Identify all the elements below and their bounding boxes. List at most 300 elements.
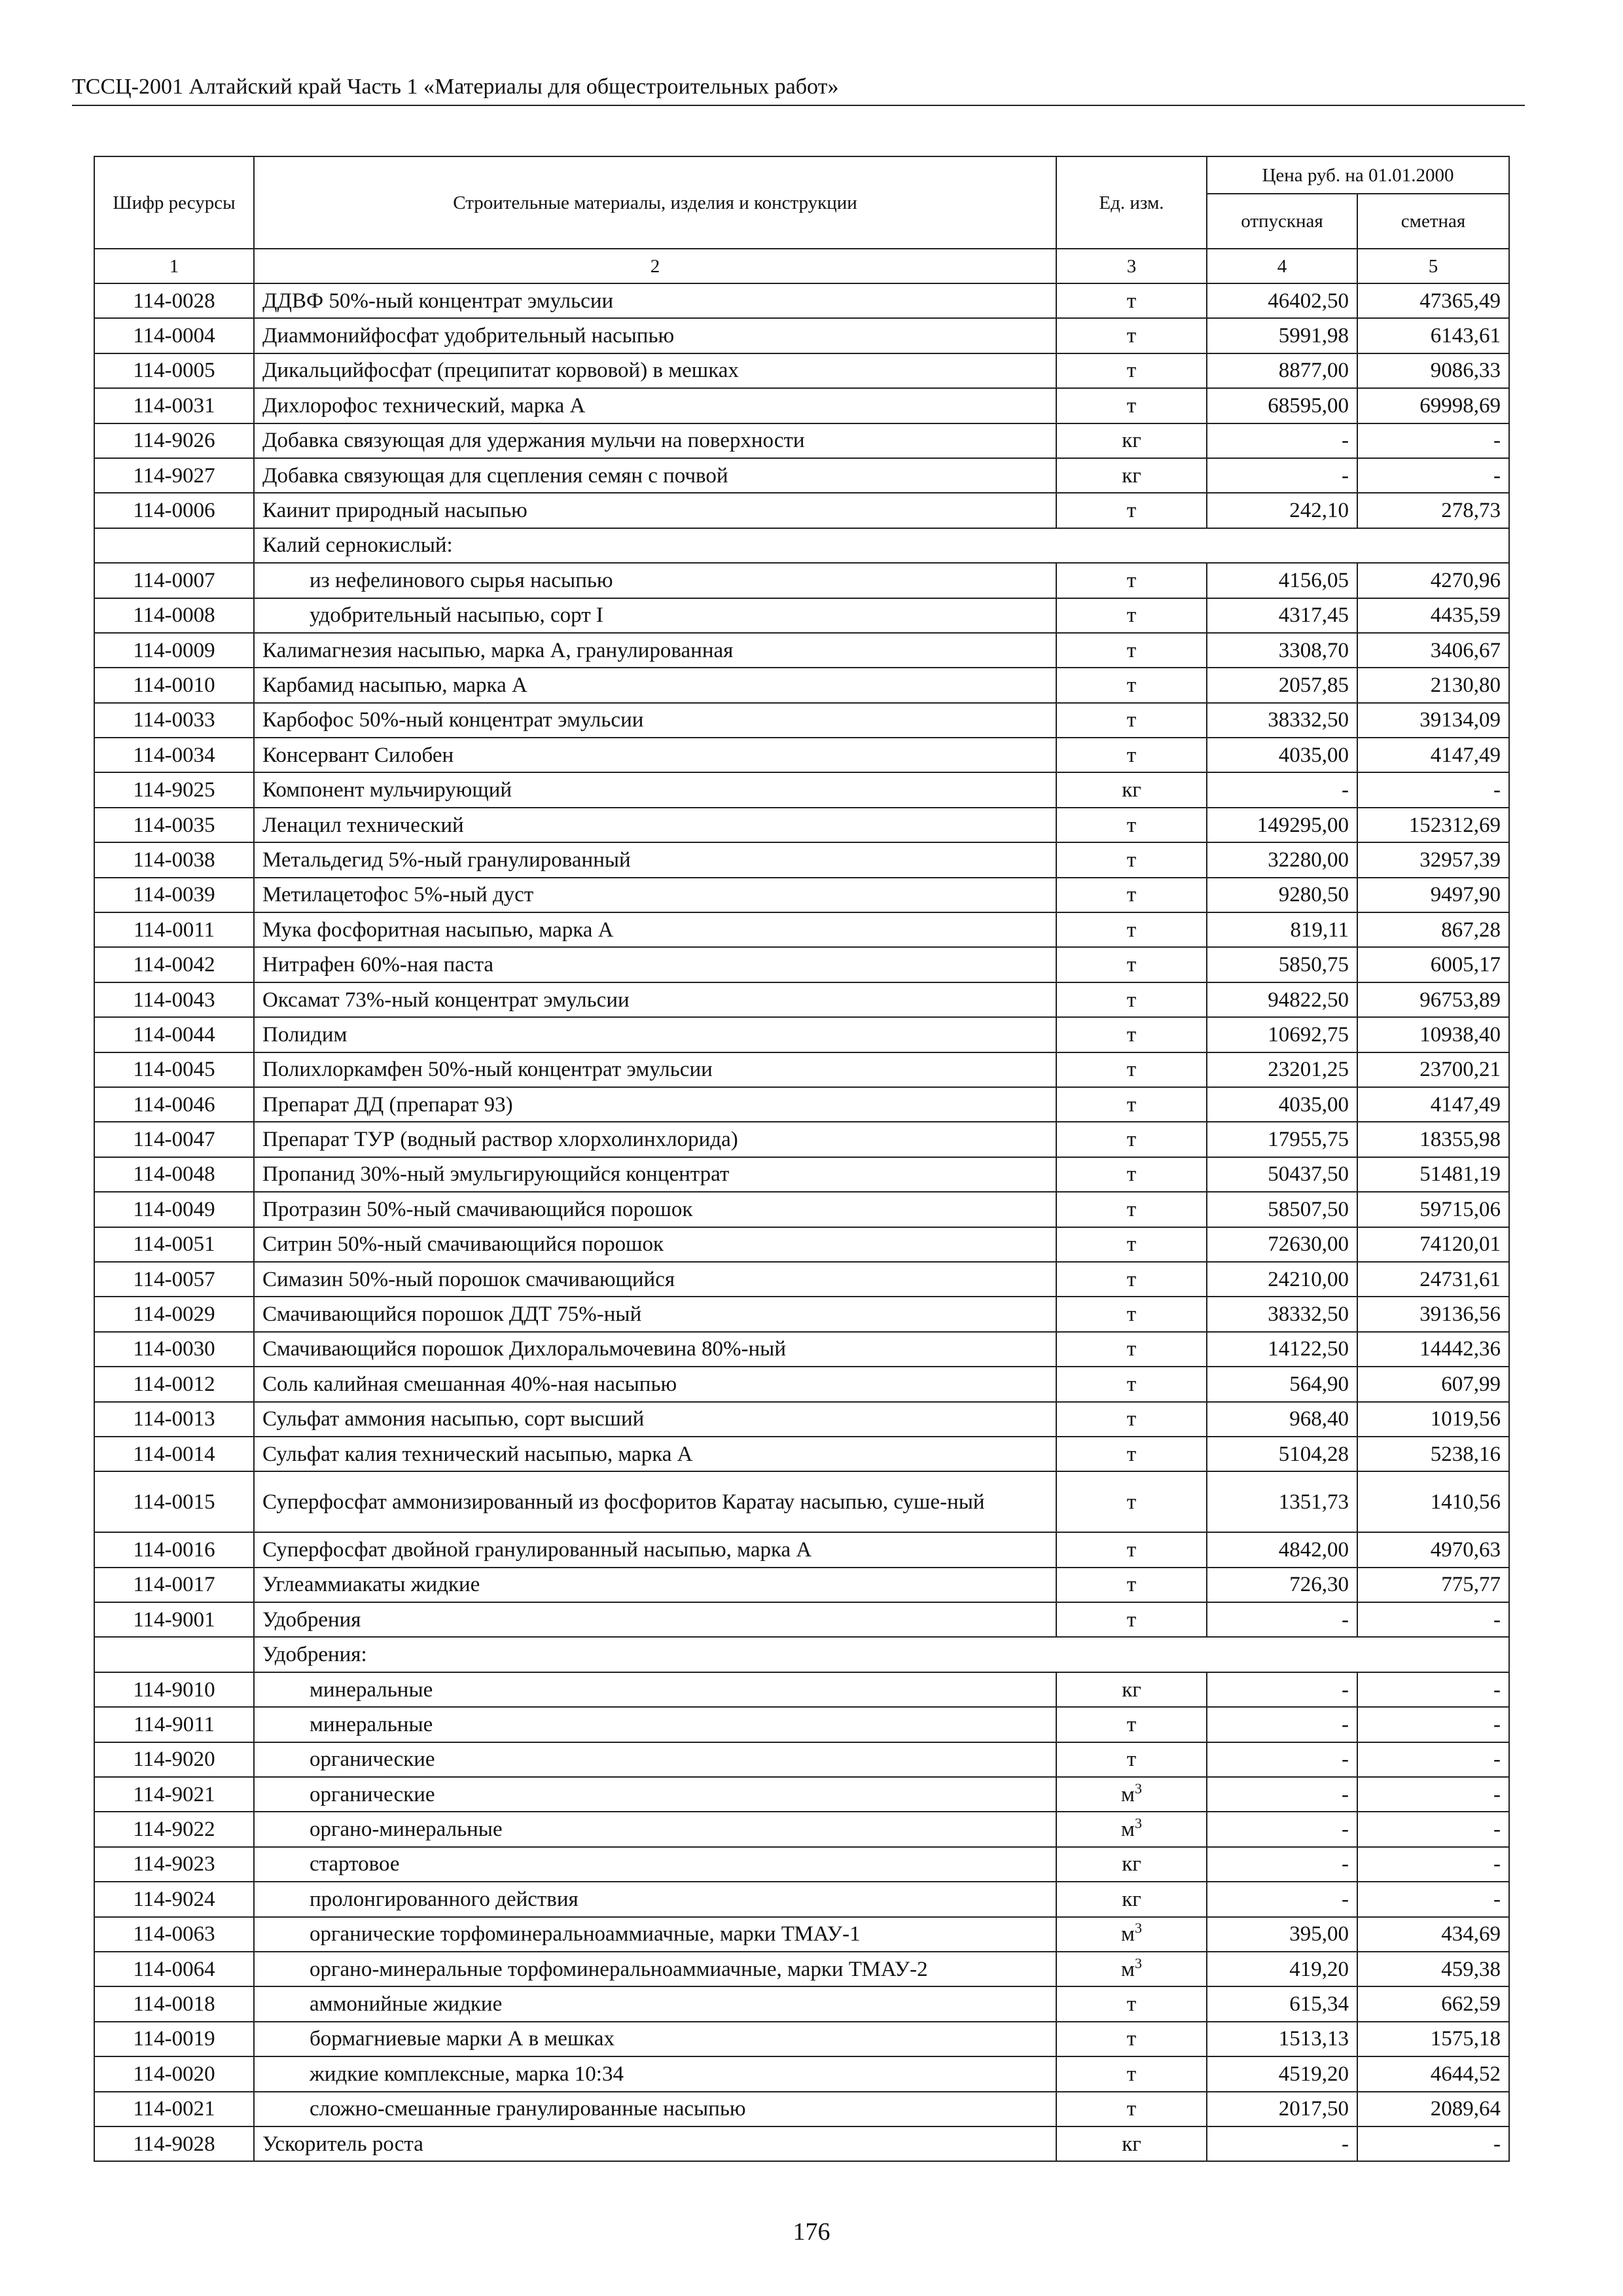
table-row <box>94 1602 1509 1637</box>
release-price-cell: 58507,50 <box>1207 1192 1357 1227</box>
unit-cell: т <box>1056 1052 1207 1087</box>
release-price-cell: 24210,00 <box>1207 1262 1357 1297</box>
code-cell: 114-0035 <box>94 808 254 842</box>
unit-cell: $м^3$ <box>1056 1812 1207 1846</box>
release-price-cell: 615,34 <box>1207 1986 1357 2021</box>
table-row <box>94 2022 1509 2056</box>
unit-cell: т <box>1056 1227 1207 1262</box>
estimate-price-cell: - <box>1357 772 1509 807</box>
code-cell: 114-0018 <box>94 1986 254 2021</box>
unit-cell: т <box>1056 668 1207 702</box>
release-price-cell: 23201,25 <box>1207 1052 1357 1087</box>
unit-cell: $м^3$ <box>1056 1777 1207 1812</box>
release-price-cell: 1513,13 <box>1207 2022 1357 2056</box>
table-row <box>94 1367 1509 1401</box>
table-row <box>94 1532 1509 1567</box>
price-table <box>94 156 1510 2162</box>
header-code: Шифр ресурсы <box>94 156 254 249</box>
unit-cell: $м^3$ <box>1056 1917 1207 1952</box>
release-price-cell: - <box>1207 2126 1357 2161</box>
code-cell: 114-0028 <box>94 283 254 318</box>
table-row <box>94 353 1509 388</box>
release-price-cell: - <box>1207 1847 1357 1882</box>
unit-cell: т <box>1056 1707 1207 1742</box>
name-cell: Дикальцийфосфат (преципитат корвовой) в мешках <box>254 353 1056 388</box>
release-price-cell: 2017,50 <box>1207 2092 1357 2126</box>
name-cell: Протразин 50%-ный смачивающийся порошок <box>254 1192 1056 1227</box>
table-row <box>94 703 1509 738</box>
name-cell: Карбамид насыпью, марка А <box>254 668 1056 702</box>
section-row <box>94 528 1509 563</box>
estimate-price-cell: - <box>1357 423 1509 458</box>
code-cell: 114-0046 <box>94 1087 254 1122</box>
code-cell: 114-0045 <box>94 1052 254 1087</box>
code-cell: 114-0015 <box>94 1471 254 1532</box>
col-number-4: 4 <box>1207 249 1357 283</box>
table-row <box>94 1952 1509 1986</box>
release-price-cell: 8877,00 <box>1207 353 1357 388</box>
release-price-cell: 4842,00 <box>1207 1532 1357 1567</box>
release-price-cell: - <box>1207 1742 1357 1777</box>
code-cell: 114-0014 <box>94 1437 254 1471</box>
table-row <box>94 2056 1509 2091</box>
code-cell: 114-0057 <box>94 1262 254 1297</box>
name-cell: Смачивающийся порошок ДДТ 75%-ный <box>254 1297 1056 1331</box>
name-cell: жидкие комплексные, марка 10:34 <box>254 2056 1056 2091</box>
table-row <box>94 1707 1509 1742</box>
estimate-price-cell: 1019,56 <box>1357 1402 1509 1437</box>
estimate-price-cell: 1575,18 <box>1357 2022 1509 2056</box>
unit-cell: т <box>1056 493 1207 528</box>
table-row <box>94 2126 1509 2161</box>
unit-cell: т <box>1056 1262 1207 1297</box>
code-cell: 114-0016 <box>94 1532 254 1567</box>
release-price-cell: - <box>1207 1777 1357 1812</box>
code-cell: 114-0011 <box>94 912 254 947</box>
table-row <box>94 1882 1509 1916</box>
page-number: 176 <box>793 2218 830 2246</box>
release-price-cell: 564,90 <box>1207 1367 1357 1401</box>
table-row <box>94 1017 1509 1052</box>
unit-cell: т <box>1056 912 1207 947</box>
code-cell: 114-0042 <box>94 947 254 982</box>
table-row <box>94 1986 1509 2021</box>
code-cell: 114-9027 <box>94 458 254 493</box>
unit-cell: т <box>1056 947 1207 982</box>
release-price-cell: - <box>1207 1602 1357 1637</box>
code-cell: 114-0038 <box>94 842 254 877</box>
name-cell: Удобрения <box>254 1602 1056 1637</box>
unit-cell: т <box>1056 738 1207 772</box>
unit-cell: т <box>1056 598 1207 633</box>
release-price-cell: 5991,98 <box>1207 318 1357 353</box>
table-row <box>94 1087 1509 1122</box>
unit-cell: т <box>1056 1297 1207 1331</box>
unit-cell: т <box>1056 808 1207 842</box>
release-price-cell: 4035,00 <box>1207 1087 1357 1122</box>
estimate-price-cell: 607,99 <box>1357 1367 1509 1401</box>
unit-cell: т <box>1056 1402 1207 1437</box>
estimate-price-cell: 152312,69 <box>1357 808 1509 842</box>
code-cell <box>94 528 254 563</box>
table-row <box>94 1437 1509 1471</box>
table-row <box>94 668 1509 702</box>
table-row <box>94 563 1509 598</box>
estimate-price-cell: - <box>1357 1777 1509 1812</box>
release-price-cell: 4317,45 <box>1207 598 1357 633</box>
code-cell: 114-0049 <box>94 1192 254 1227</box>
release-price-cell: 38332,50 <box>1207 1297 1357 1331</box>
table-body <box>94 283 1509 2161</box>
name-cell: Препарат ДД (препарат 93) <box>254 1087 1056 1122</box>
code-cell: 114-0043 <box>94 982 254 1017</box>
release-price-cell: 68595,00 <box>1207 388 1357 423</box>
release-price-cell: - <box>1207 1672 1357 1707</box>
release-price-cell: - <box>1207 458 1357 493</box>
code-cell: 114-9024 <box>94 1882 254 1916</box>
table-row <box>94 493 1509 528</box>
name-cell: Компонент мульчирующий <box>254 772 1056 807</box>
table-row <box>94 1847 1509 1882</box>
estimate-price-cell: 4147,49 <box>1357 738 1509 772</box>
estimate-price-cell: 32957,39 <box>1357 842 1509 877</box>
document-title: ТССЦ-2001 Алтайский край Часть 1 «Материалы для общестроительных работ» <box>72 75 839 99</box>
table-row <box>94 1917 1509 1952</box>
unit-cell: т <box>1056 283 1207 318</box>
name-cell: Суперфосфат двойной гранулированный насыпью, марка А <box>254 1532 1056 1567</box>
unit-cell: т <box>1056 703 1207 738</box>
release-price-cell: 2057,85 <box>1207 668 1357 702</box>
release-price-cell: - <box>1207 423 1357 458</box>
estimate-price-cell: - <box>1357 1812 1509 1846</box>
unit-cell: т <box>1056 1742 1207 1777</box>
release-price-cell: 149295,00 <box>1207 808 1357 842</box>
estimate-price-cell: 3406,67 <box>1357 633 1509 668</box>
name-cell: Суперфосфат аммонизированный из фосфоритов Каратау насыпью, суше-ный <box>254 1471 1056 1532</box>
estimate-price-cell: 278,73 <box>1357 493 1509 528</box>
release-price-cell: 4519,20 <box>1207 2056 1357 2091</box>
unit-cell: т <box>1056 1437 1207 1471</box>
name-cell: органические <box>254 1742 1056 1777</box>
unit-cell: т <box>1056 1532 1207 1567</box>
release-price-cell: - <box>1207 1707 1357 1742</box>
name-cell: минеральные <box>254 1707 1056 1742</box>
table-row <box>94 1777 1509 1812</box>
release-price-cell: 5104,28 <box>1207 1437 1357 1471</box>
header-estimate-price: сметная <box>1357 194 1509 249</box>
table-row <box>94 982 1509 1017</box>
header-release-price: отпускная <box>1207 194 1357 249</box>
table-row <box>94 1471 1509 1532</box>
code-cell: 114-0063 <box>94 1917 254 1952</box>
name-cell: Полидим <box>254 1017 1056 1052</box>
estimate-price-cell: 5238,16 <box>1357 1437 1509 1471</box>
code-cell: 114-9011 <box>94 1707 254 1742</box>
name-cell: органо-минеральные <box>254 1812 1056 1846</box>
estimate-price-cell: - <box>1357 1707 1509 1742</box>
name-cell: из нефелинового сырья насыпью <box>254 563 1056 598</box>
name-cell: органические торфоминеральноаммиачные, марки ТМАУ-1 <box>254 1917 1056 1952</box>
name-cell: Соль калийная смешанная 40%-ная насыпью <box>254 1367 1056 1401</box>
table-row <box>94 1052 1509 1087</box>
estimate-price-cell: 775,77 <box>1357 1568 1509 1602</box>
estimate-price-cell: - <box>1357 1882 1509 1916</box>
estimate-price-cell: 434,69 <box>1357 1917 1509 1952</box>
name-cell: органо-минеральные торфоминеральноаммиачные, марки ТМАУ-2 <box>254 1952 1056 1986</box>
unit-cell: $м^3$ <box>1056 1952 1207 1986</box>
unit-cell: кг <box>1056 1882 1207 1916</box>
table-row <box>94 738 1509 772</box>
table-row <box>94 1332 1509 1367</box>
name-cell: Препарат ТУР (водный раствор хлорхолинхлорида) <box>254 1122 1056 1157</box>
unit-cell: т <box>1056 1122 1207 1157</box>
table-row <box>94 1672 1509 1707</box>
unit-cell: т <box>1056 1087 1207 1122</box>
name-cell: Метилацетофос 5%-ный дуст <box>254 878 1056 912</box>
unit-cell: т <box>1056 2056 1207 2091</box>
table-row <box>94 1402 1509 1437</box>
estimate-price-cell: 6143,61 <box>1357 318 1509 353</box>
release-price-cell: 3308,70 <box>1207 633 1357 668</box>
unit-cell: т <box>1056 982 1207 1017</box>
name-cell: Диаммонийфосфат удобрительный насыпью <box>254 318 1056 353</box>
table-row <box>94 1742 1509 1777</box>
unit-cell: кг <box>1056 772 1207 807</box>
unit-cell: т <box>1056 1986 1207 2021</box>
table-row <box>94 878 1509 912</box>
code-cell: 114-0039 <box>94 878 254 912</box>
name-cell: Полихлоркамфен 50%-ный концентрат эмульсии <box>254 1052 1056 1087</box>
name-cell: Добавка связующая для удержания мульчи на поверхности <box>254 423 1056 458</box>
unit-cell: т <box>1056 1332 1207 1367</box>
code-cell <box>94 1637 254 1672</box>
code-cell: 114-0021 <box>94 2092 254 2126</box>
section-row <box>94 1637 1509 1672</box>
estimate-price-cell: 1410,56 <box>1357 1471 1509 1532</box>
name-cell: Ленацил технический <box>254 808 1056 842</box>
code-cell: 114-9026 <box>94 423 254 458</box>
estimate-price-cell: - <box>1357 1742 1509 1777</box>
code-cell: 114-0019 <box>94 2022 254 2056</box>
table-row <box>94 1122 1509 1157</box>
col-number-3: 3 <box>1056 249 1207 283</box>
estimate-price-cell: 18355,98 <box>1357 1122 1509 1157</box>
table-row <box>94 423 1509 458</box>
unit-cell: т <box>1056 563 1207 598</box>
code-cell: 114-0064 <box>94 1952 254 1986</box>
name-cell: Дихлорофос технический, марка А <box>254 388 1056 423</box>
name-cell: Углеаммиакаты жидкие <box>254 1568 1056 1602</box>
code-cell: 114-9022 <box>94 1812 254 1846</box>
estimate-price-cell: 14442,36 <box>1357 1332 1509 1367</box>
estimate-price-cell: 24731,61 <box>1357 1262 1509 1297</box>
name-cell: Ускоритель роста <box>254 2126 1056 2161</box>
name-cell: Добавка связующая для сцепления семян с почвой <box>254 458 1056 493</box>
name-cell: бормагниевые марки А в мешках <box>254 2022 1056 2056</box>
code-cell: 114-0034 <box>94 738 254 772</box>
code-cell: 114-0007 <box>94 563 254 598</box>
release-price-cell: 38332,50 <box>1207 703 1357 738</box>
release-price-cell: 10692,75 <box>1207 1017 1357 1052</box>
unit-cell: кг <box>1056 2126 1207 2161</box>
release-price-cell: - <box>1207 772 1357 807</box>
name-cell: Метальдегид 5%-ный гранулированный <box>254 842 1056 877</box>
page-header <box>72 73 1525 106</box>
release-price-cell: - <box>1207 1882 1357 1916</box>
estimate-price-cell: 2089,64 <box>1357 2092 1509 2126</box>
estimate-price-cell: 9086,33 <box>1357 353 1509 388</box>
code-cell: 114-0004 <box>94 318 254 353</box>
table-row <box>94 772 1509 807</box>
unit-cell: т <box>1056 1471 1207 1532</box>
unit-cell: т <box>1056 1568 1207 1602</box>
release-price-cell: 72630,00 <box>1207 1227 1357 1262</box>
table-row <box>94 1157 1509 1192</box>
unit-cell: т <box>1056 1157 1207 1192</box>
name-cell: Симазин 50%-ный порошок смачивающийся <box>254 1262 1056 1297</box>
name-cell: минеральные <box>254 1672 1056 1707</box>
name-cell: стартовое <box>254 1847 1056 1882</box>
code-cell: 114-0008 <box>94 598 254 633</box>
estimate-price-cell: - <box>1357 1672 1509 1707</box>
estimate-price-cell: 4270,96 <box>1357 563 1509 598</box>
release-price-cell: 94822,50 <box>1207 982 1357 1017</box>
release-price-cell: 819,11 <box>1207 912 1357 947</box>
table-row <box>94 633 1509 668</box>
estimate-price-cell: 39136,56 <box>1357 1297 1509 1331</box>
table-row <box>94 842 1509 877</box>
name-cell: Карбофос 50%-ный концентрат эмульсии <box>254 703 1056 738</box>
unit-cell: т <box>1056 388 1207 423</box>
unit-cell: т <box>1056 353 1207 388</box>
unit-cell: т <box>1056 318 1207 353</box>
estimate-price-cell: 47365,49 <box>1357 283 1509 318</box>
unit-cell: кг <box>1056 1672 1207 1707</box>
code-cell: 114-0005 <box>94 353 254 388</box>
table-row <box>94 1227 1509 1262</box>
unit-cell: т <box>1056 1017 1207 1052</box>
estimate-price-cell: 4435,59 <box>1357 598 1509 633</box>
code-cell: 114-0012 <box>94 1367 254 1401</box>
unit-cell: т <box>1056 633 1207 668</box>
unit-cell: т <box>1056 878 1207 912</box>
code-cell: 114-0006 <box>94 493 254 528</box>
estimate-price-cell: 69998,69 <box>1357 388 1509 423</box>
table-row <box>94 912 1509 947</box>
header-price-group: Цена руб. на 01.01.2000 <box>1207 156 1509 194</box>
table-row <box>94 1192 1509 1227</box>
code-cell: 114-0033 <box>94 703 254 738</box>
estimate-price-cell: 51481,19 <box>1357 1157 1509 1192</box>
unit-cell: т <box>1056 2022 1207 2056</box>
code-cell: 114-0020 <box>94 2056 254 2091</box>
code-cell: 114-0009 <box>94 633 254 668</box>
unit-cell: т <box>1056 842 1207 877</box>
estimate-price-cell: 867,28 <box>1357 912 1509 947</box>
name-cell: органические <box>254 1777 1056 1812</box>
code-cell: 114-9023 <box>94 1847 254 1882</box>
code-cell: 114-9021 <box>94 1777 254 1812</box>
code-cell: 114-0013 <box>94 1402 254 1437</box>
table-row <box>94 808 1509 842</box>
table-row <box>94 1262 1509 1297</box>
code-cell: 114-0017 <box>94 1568 254 1602</box>
unit-cell: т <box>1056 1602 1207 1637</box>
section-title: Калий сернокислый: <box>254 528 1509 563</box>
table-row <box>94 388 1509 423</box>
estimate-price-cell: 459,38 <box>1357 1952 1509 1986</box>
estimate-price-cell: - <box>1357 1847 1509 1882</box>
table-row <box>94 1297 1509 1331</box>
name-cell: Пропанид 30%-ный эмульгирующийся концентрат <box>254 1157 1056 1192</box>
code-cell: 114-0051 <box>94 1227 254 1262</box>
estimate-price-cell: 9497,90 <box>1357 878 1509 912</box>
code-cell: 114-9010 <box>94 1672 254 1707</box>
unit-cell: т <box>1056 2092 1207 2126</box>
estimate-price-cell: - <box>1357 2126 1509 2161</box>
col-number-2: 2 <box>254 249 1056 283</box>
unit-cell: кг <box>1056 1847 1207 1882</box>
unit-cell: т <box>1056 1192 1207 1227</box>
col-number-1: 1 <box>94 249 254 283</box>
code-cell: 114-0030 <box>94 1332 254 1367</box>
estimate-price-cell: 10938,40 <box>1357 1017 1509 1052</box>
code-cell: 114-9020 <box>94 1742 254 1777</box>
release-price-cell: 726,30 <box>1207 1568 1357 1602</box>
release-price-cell: 9280,50 <box>1207 878 1357 912</box>
estimate-price-cell: 2130,80 <box>1357 668 1509 702</box>
estimate-price-cell: 4970,63 <box>1357 1532 1509 1567</box>
name-cell: пролонгированного действия <box>254 1882 1056 1916</box>
table-row <box>94 458 1509 493</box>
estimate-price-cell: 96753,89 <box>1357 982 1509 1017</box>
release-price-cell: 395,00 <box>1207 1917 1357 1952</box>
code-cell: 114-0031 <box>94 388 254 423</box>
release-price-cell: 14122,50 <box>1207 1332 1357 1367</box>
unit-cell: кг <box>1056 458 1207 493</box>
name-cell: Каинит природный насыпью <box>254 493 1056 528</box>
estimate-price-cell: - <box>1357 458 1509 493</box>
table-row <box>94 947 1509 982</box>
release-price-cell: 32280,00 <box>1207 842 1357 877</box>
release-price-cell: 17955,75 <box>1207 1122 1357 1157</box>
name-cell: Оксамат 73%-ный концентрат эмульсии <box>254 982 1056 1017</box>
name-cell: ДДВФ 50%-ный концентрат эмульсии <box>254 283 1056 318</box>
estimate-price-cell: - <box>1357 1602 1509 1637</box>
table-row <box>94 318 1509 353</box>
code-cell: 114-9001 <box>94 1602 254 1637</box>
name-cell: аммонийные жидкие <box>254 1986 1056 2021</box>
release-price-cell: 4156,05 <box>1207 563 1357 598</box>
estimate-price-cell: 662,59 <box>1357 1986 1509 2021</box>
unit-cell: кг <box>1056 423 1207 458</box>
estimate-price-cell: 74120,01 <box>1357 1227 1509 1262</box>
table-row <box>94 1812 1509 1846</box>
name-cell: Сульфат аммония насыпью, сорт высший <box>254 1402 1056 1437</box>
code-cell: 114-0029 <box>94 1297 254 1331</box>
code-cell: 114-0044 <box>94 1017 254 1052</box>
release-price-cell: 968,40 <box>1207 1402 1357 1437</box>
estimate-price-cell: 4147,49 <box>1357 1087 1509 1122</box>
col-number-5: 5 <box>1357 249 1509 283</box>
estimate-price-cell: 59715,06 <box>1357 1192 1509 1227</box>
name-cell: Калимагнезия насыпью, марка А, гранулированная <box>254 633 1056 668</box>
name-cell: удобрительный насыпью, сорт I <box>254 598 1056 633</box>
release-price-cell: 46402,50 <box>1207 283 1357 318</box>
table-row <box>94 283 1509 318</box>
release-price-cell: 5850,75 <box>1207 947 1357 982</box>
release-price-cell: 419,20 <box>1207 1952 1357 1986</box>
